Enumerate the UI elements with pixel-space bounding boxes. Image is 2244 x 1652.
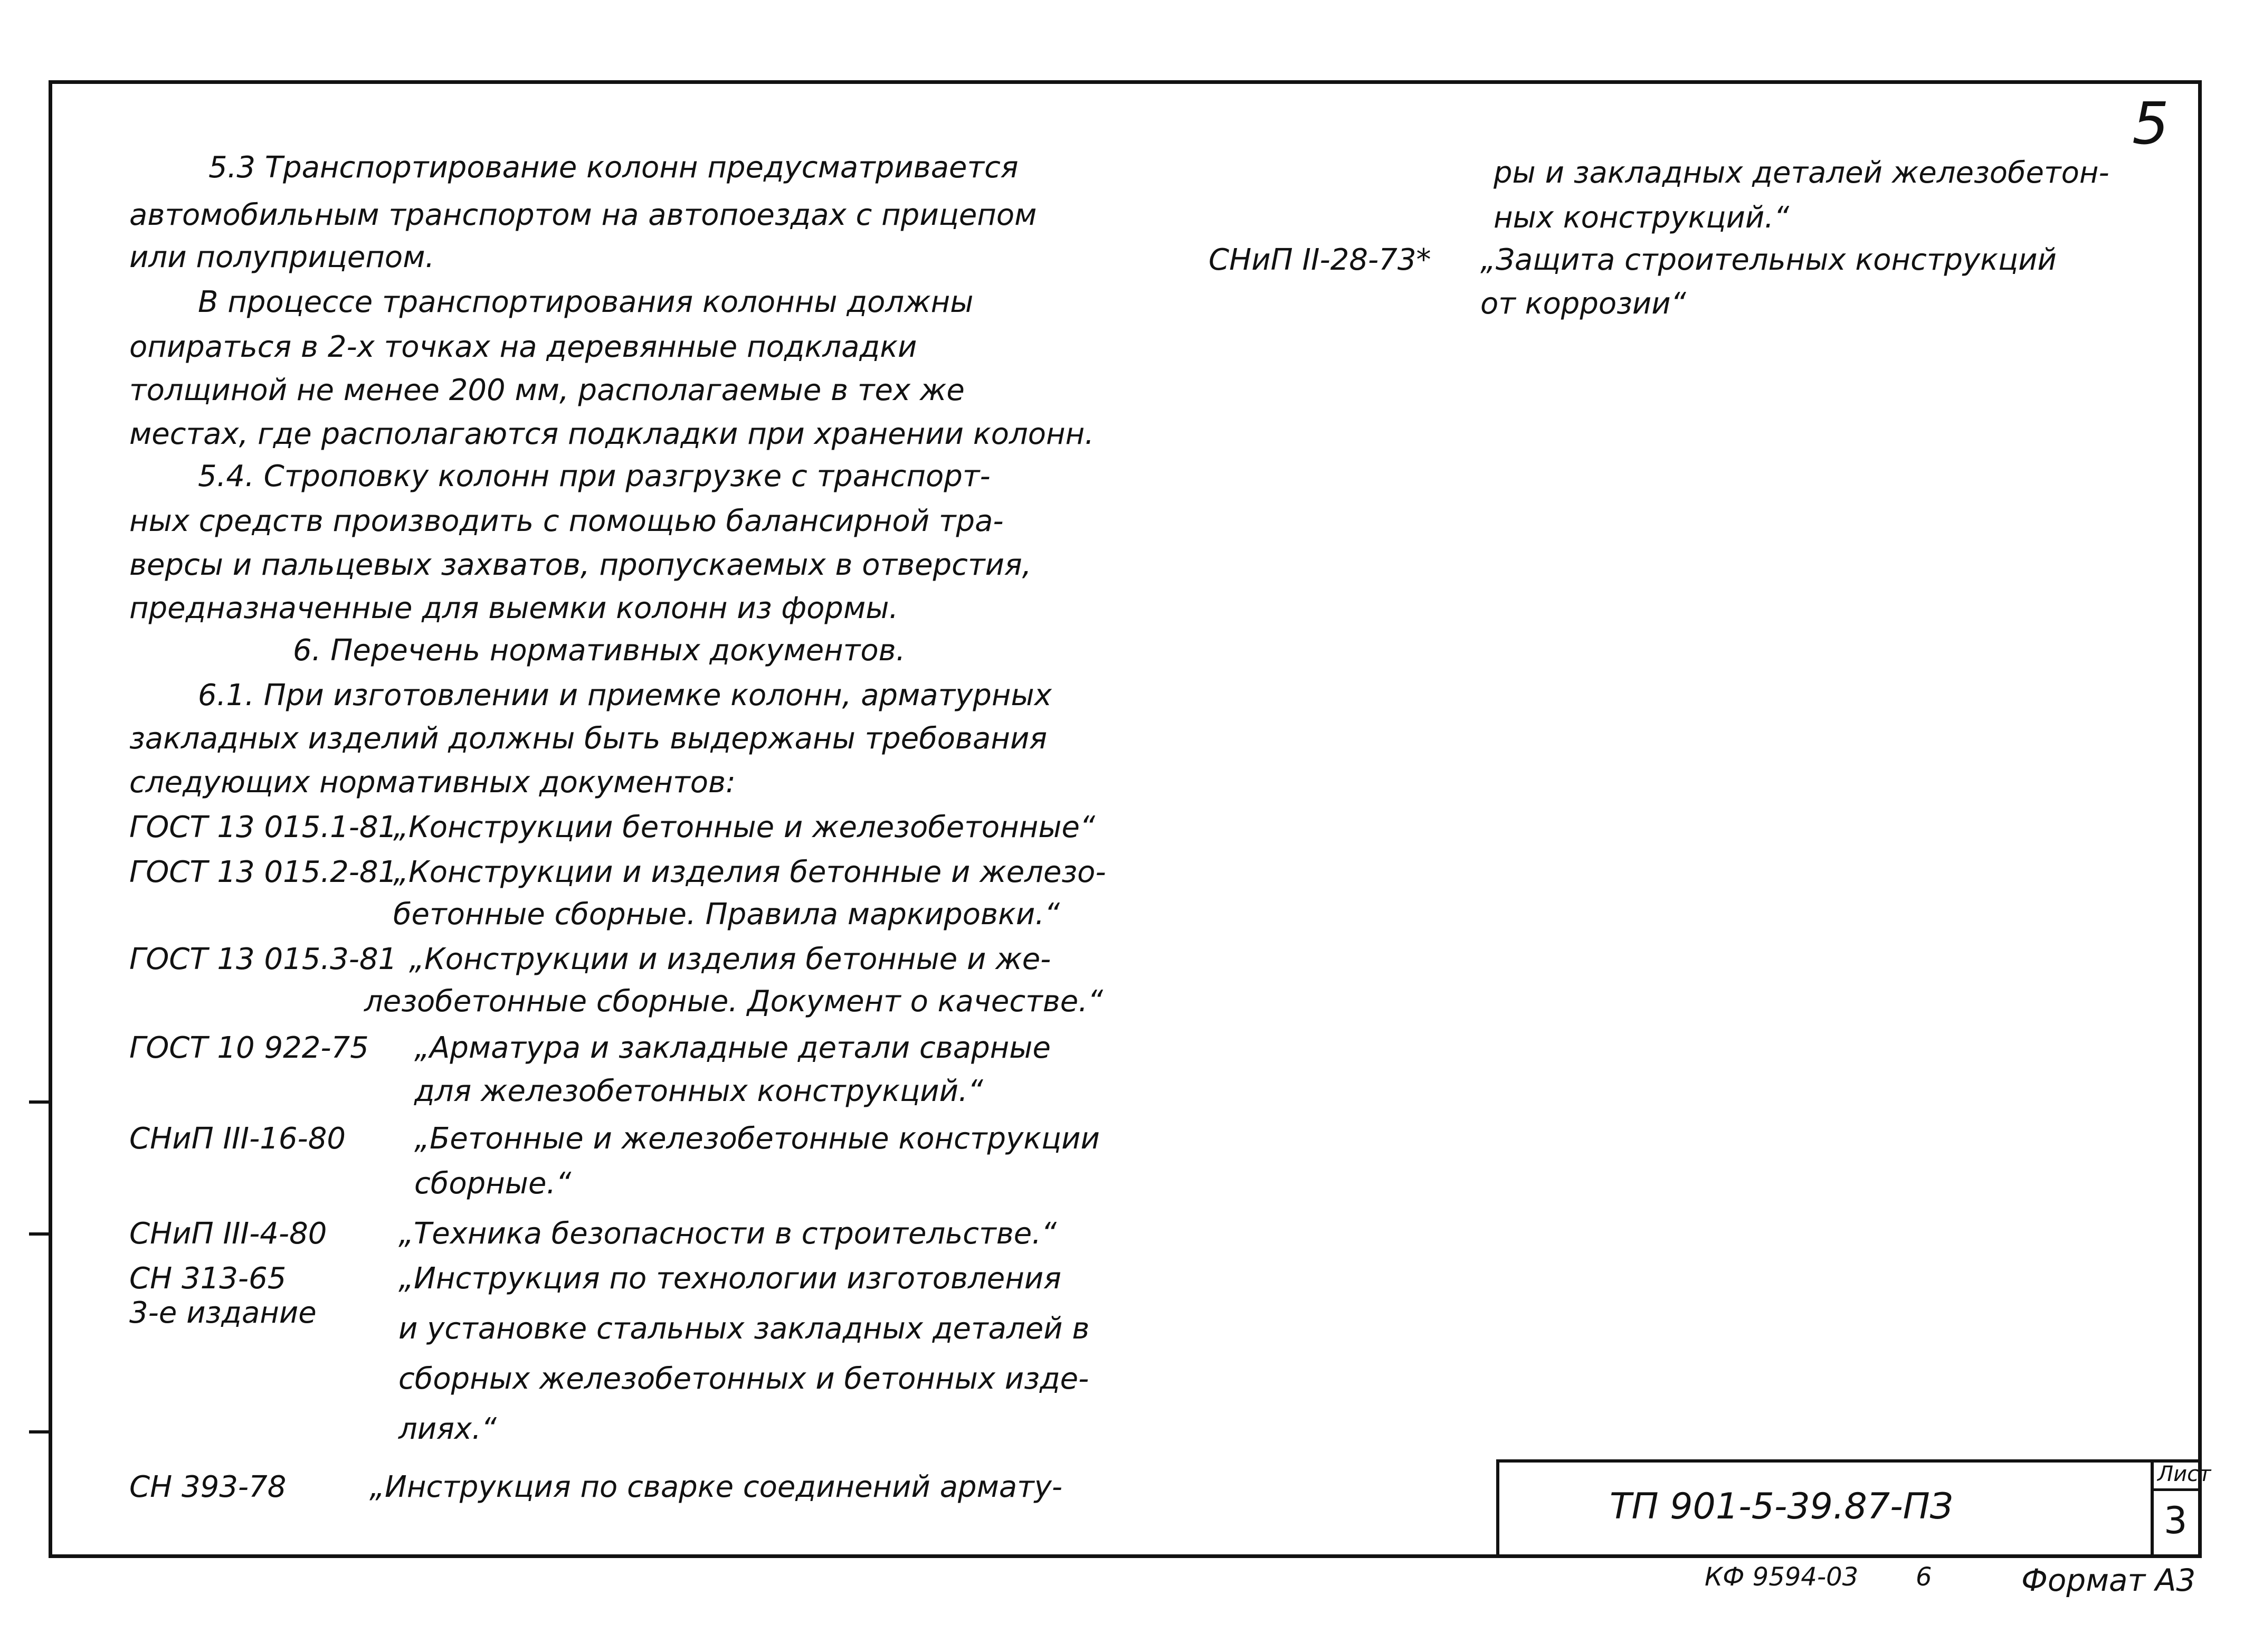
text-line: В процессе транспортирования колонны должны bbox=[198, 285, 974, 319]
doc-code: ГОСТ 13 015.1-81 bbox=[129, 810, 397, 844]
doc-code: СН 313-65 bbox=[129, 1261, 287, 1296]
doc-title-line: сборных железобетонных и бетонных изде- bbox=[398, 1362, 1089, 1396]
doc-code-edition: 3-е издание bbox=[129, 1296, 317, 1330]
doc-title-line: для железобетонных конструкций.“ bbox=[414, 1074, 983, 1108]
sheet-label: Лист bbox=[2157, 1462, 2211, 1486]
frame-tick-mark bbox=[29, 1100, 50, 1104]
doc-title-line: сборные.“ bbox=[414, 1166, 572, 1201]
sheet-number: 3 bbox=[2164, 1499, 2188, 1542]
doc-title-line: лиях.“ bbox=[398, 1412, 497, 1446]
frame-tick-mark bbox=[29, 1232, 50, 1236]
text-line: следующих нормативных документов: bbox=[129, 765, 736, 800]
section-heading: 6. Перечень нормативных документов. bbox=[293, 633, 906, 668]
text-line: ры и закладных деталей железобетон- bbox=[1494, 156, 2109, 190]
text-line: опираться в 2-х точках на деревянные подкладки bbox=[129, 330, 917, 364]
text-line: 6.1. При изготовлении и приемке колонн, арматурных bbox=[198, 678, 1052, 713]
text-line: или полуприцепом. bbox=[129, 240, 435, 274]
text-line: местах, где располагаются подкладки при хранении колонн. bbox=[129, 417, 1095, 451]
doc-title-line: „Конструкции бетонные и железобетонные“ bbox=[393, 810, 1095, 844]
text-line: 5.3 Транспортирование колонн предусматривается bbox=[208, 150, 1019, 185]
page-number: 5 bbox=[2132, 90, 2169, 157]
text-line: 5.4. Строповку колонн при разгрузке с транспорт- bbox=[198, 459, 991, 493]
doc-title-line: лезобетонные сборные. Документ о качестве.“ bbox=[364, 984, 1103, 1019]
text-line: версы и пальцевых захватов, пропускаемых в отверстия, bbox=[129, 548, 1032, 582]
text-line: предназначенные для выемки колонн из формы. bbox=[129, 591, 899, 625]
text-line: закладных изделий должны быть выдержаны требования bbox=[129, 721, 1048, 756]
doc-title-line: „Инструкция по сварке соединений армату- bbox=[369, 1470, 1063, 1504]
doc-title-line: „Бетонные и железобетонные конструкции bbox=[414, 1122, 1100, 1156]
doc-code: ГОСТ 10 922-75 bbox=[129, 1031, 369, 1065]
sheet-divider bbox=[2151, 1488, 2202, 1491]
doc-title-line: „Техника безопасности в строительстве.“ bbox=[398, 1217, 1057, 1251]
text-line: ных конструкций.“ bbox=[1494, 201, 1790, 235]
footer-stamp: КФ 9594-03 bbox=[1705, 1562, 1859, 1592]
doc-code: СНиП III-16-80 bbox=[129, 1122, 346, 1156]
doc-title-line: „Арматура и закладные детали сварные bbox=[414, 1031, 1051, 1065]
frame-tick-mark bbox=[29, 1430, 50, 1433]
doc-title-line: и установке стальных закладных деталей в bbox=[398, 1312, 1090, 1346]
text-line: ных средств производить с помощью балансирной тра- bbox=[129, 504, 1004, 538]
doc-code: СН 393-78 bbox=[129, 1470, 287, 1504]
doc-code: СНиП III-4-80 bbox=[129, 1217, 327, 1251]
footer-format: Формат А3 bbox=[2021, 1562, 2196, 1598]
doc-title-line: „Защита строительных конструкций bbox=[1480, 243, 2057, 277]
doc-code: ГОСТ 13 015.2-81 bbox=[129, 855, 397, 889]
doc-title-line: от коррозии“ bbox=[1480, 287, 1686, 321]
doc-title-line: „Конструкции и изделия бетонные и же- bbox=[409, 942, 1051, 976]
footer-copy: 6 bbox=[1916, 1562, 1932, 1592]
doc-title-line: „Конструкции и изделия бетонные и железо- bbox=[393, 855, 1106, 889]
text-line: автомобильным транспортом на автопоездах с прицепом bbox=[129, 198, 1037, 232]
text-line: толщиной не менее 200 мм, располагаемые в тех же bbox=[129, 373, 965, 407]
doc-code: ГОСТ 13 015.3-81 bbox=[129, 942, 397, 976]
doc-code: СНиП II-28-73* bbox=[1209, 243, 1431, 277]
doc-title-line: бетонные сборные. Правила маркировки.“ bbox=[393, 897, 1060, 932]
doc-title-line: „Инструкция по технологии изготовления bbox=[398, 1261, 1061, 1296]
drawing-code: ТП 901-5-39.87-ПЗ bbox=[1610, 1486, 1953, 1527]
